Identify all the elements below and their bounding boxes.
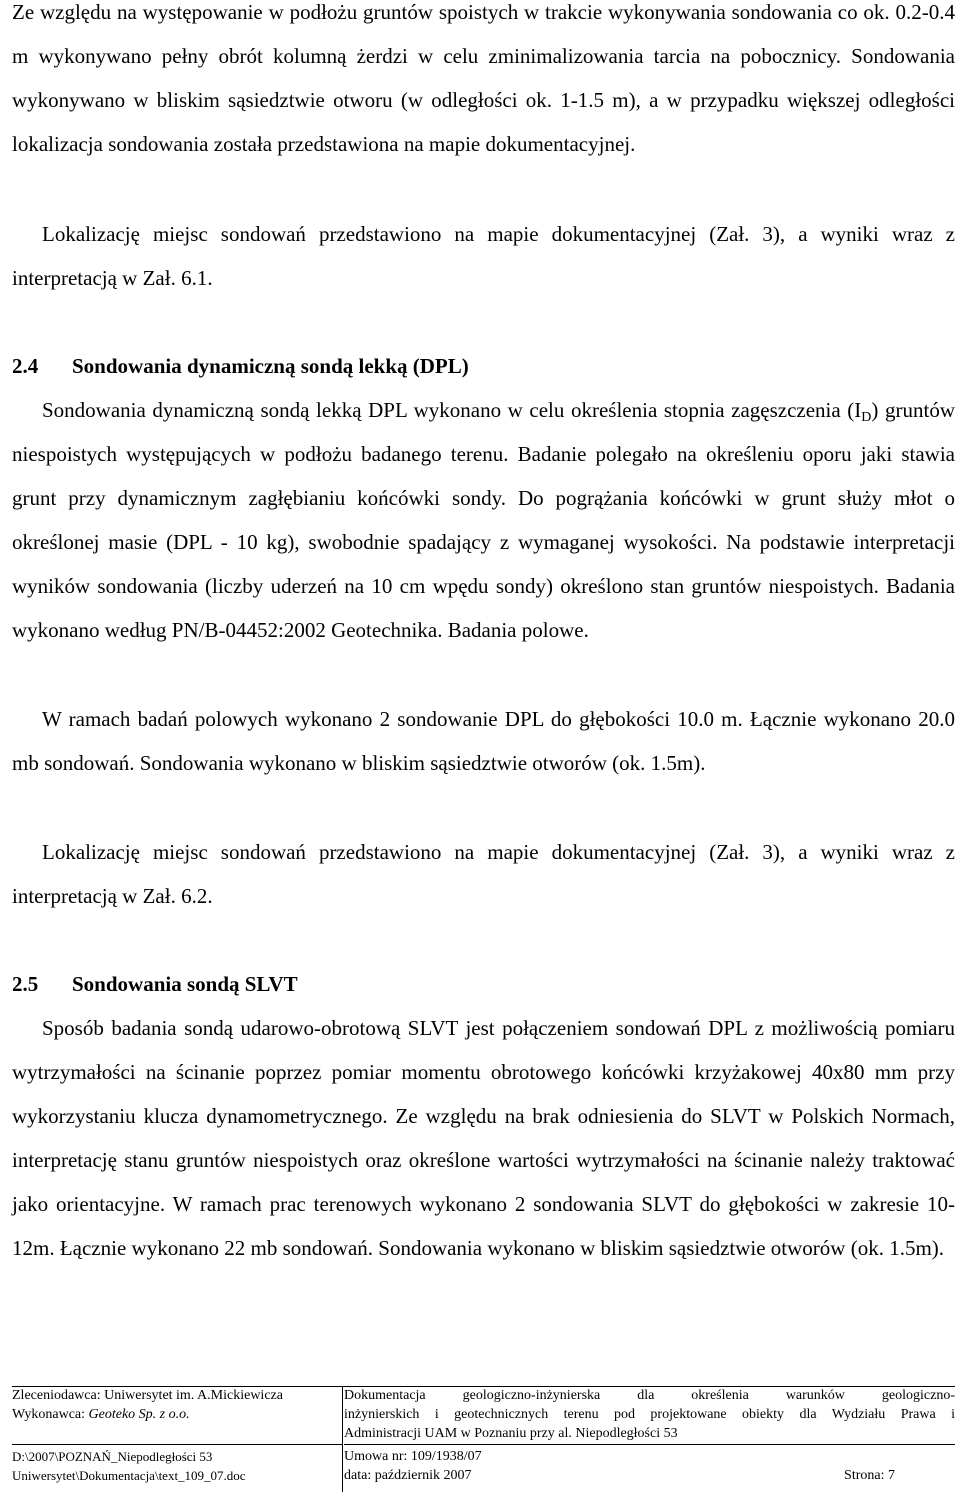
section-number: 2.4 (12, 354, 39, 378)
paragraph-intro: Ze względu na występowanie w podłożu gruntów spoistych w trakcie wykonywania sondowania co ok. 0.2-0.4 m wykonywano pełny obrót kolumną żerdzi w celu zminimalizowania tarcia na pobocznicy. Sondowania wykonywano w bliskim sąsiedztwie otworu (w odległości ok. 1-1.5 m), a w przypadku większej odległości lokalizacja sondowania została przedstawiona na mapie dokumentacyjnej. (12, 0, 955, 156)
subscript-d: D (861, 410, 872, 425)
footer-client: Zleceniodawca: Uniwersytet im. A.Mickiewicza (12, 1388, 283, 1403)
paragraph-dpl-scope: W ramach badań polowych wykonano 2 sondowanie DPL do głębokości 10.0 m. Łącznie wykonano 20.0 mb sondowań. Sondowania wykonano w bliskim sąsiedztwie otworów (ok. 1.5m). (12, 707, 955, 775)
footer-doc-line2: inżynierskich i geotechnicznych terenu pod projektowane obiekty dla Wydziału Prawa i (344, 1407, 955, 1422)
footer-left (12, 1386, 343, 1492)
dpl-text-part1: Sondowania dynamiczną sondą lekką DPL wykonano w celu określenia stopnia zagęszczenia (I (42, 398, 862, 422)
paragraph-location-6-2: Lokalizację miejsc sondowań przedstawiono na mapie dokumentacyjnej (Zał. 3), a wyniki wraz z interpretacją w Zał. 6.2. (12, 840, 955, 908)
paragraph-dpl-description (12, 388, 955, 652)
footer-right (344, 1386, 955, 1492)
footer-contract: Umowa nr: 109/1938/07 (344, 1449, 482, 1464)
footer-date: data: październik 2007 (344, 1468, 472, 1483)
section-heading-2-4 (12, 352, 469, 380)
footer-page-number: Strona: 7 (844, 1468, 895, 1483)
footer-path-line2: Uniwersytet\Dokumentacja\text_109_07.doc (12, 1468, 246, 1483)
section-number: 2.5 (12, 972, 39, 996)
footer-contractor: Wykonawca: Geoteko Sp. z o.o. (12, 1407, 190, 1422)
section-title: Sondowania sondą SLVT (72, 972, 298, 996)
paragraph-location-6-1: Lokalizację miejsc sondowań przedstawiono na mapie dokumentacyjnej (Zał. 3), a wyniki wraz z interpretacją w Zał. 6.1. (12, 222, 955, 290)
page-footer (12, 1386, 955, 1492)
footer-doc-line3: Administracji UAM w Poznaniu przy al. Niepodległości 53 (344, 1426, 678, 1441)
section-title: Sondowania dynamiczną sondą lekką (DPL) (72, 354, 469, 378)
footer-path-line1: D:\2007\POZNAŃ_Niepodległości 53 (12, 1449, 213, 1464)
footer-doc-line1: Dokumentacja geologiczno-inżynierska dla określenia warunków geologiczno- (344, 1388, 955, 1403)
dpl-text-part2: ) gruntów niespoistych występujących w podłożu badanego terenu. Badanie polegało na określeniu oporu jaki stawia grunt przy dynamicznym zagłębianiu końcówki sondy. Do pogrążania końcówki w grunt służy młot o określonej masie (DPL - 10 kg), swobodnie spadający z wymaganej wysokości. Na podstawie interpretacji wyników sondowania (liczby uderzeń na 10 cm wpędu sondy) określono stan gruntów niespoistych. Badania wykonano według PN/B-04452:2002 Geotechnika. Badania polowe. (12, 398, 955, 642)
section-heading-2-5 (12, 970, 298, 998)
paragraph-slvt: Sposób badania sondą udarowo-obrotową SLVT jest połączeniem sondowań DPL z możliwością pomiaru wytrzymałości na ścinanie poprzez pomiar momentu obrotowego końcówki krzyżakowej 40x80 mm przy wykorzystaniu klucza dynamometrycznego. Ze względu na brak odniesienia do SLVT w Polskich Normach, interpretację stanu gruntów niespoistych oraz określone wartości wytrzymałości na ścinanie należy traktować jako orientacyjne. W ramach prac terenowych wykonano 2 sondowania SLVT do głębokości w zakresie 10-12m. Łącznie wykonano 22 mb sondowań. Sondowania wykonano w bliskim sąsiedztwie otworów (ok. 1.5m). (12, 1016, 955, 1260)
